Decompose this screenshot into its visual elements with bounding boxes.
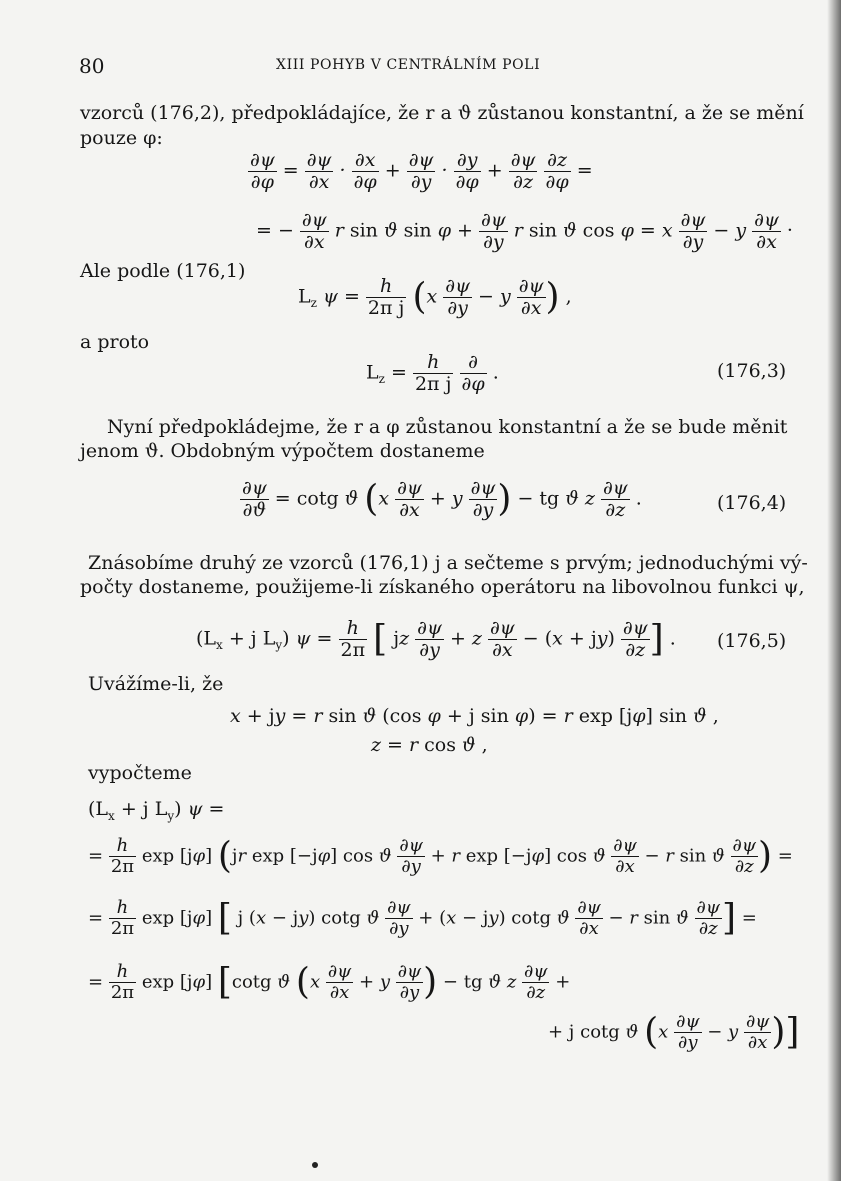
equation-expansion-line-4: + j cotg ϑ (x $\frac{\partial\psi}{\partial y}$ − y $\frac{\partial\psi}{\partial x}$ )] [548,1011,800,1053]
equation-expansion-line-1: = $\frac{h}{2\pi}$ exp [jφ] (jr exp [−jφ] cos ϑ $\frac{\partial\psi}{\partial y}$ + r exp [−jφ] cos ϑ $\frac{\partial\psi}{\partial x}$ − r sin ϑ $\frac{\partial\psi}{\partial z}$ ) = [88,835,793,877]
stray-dot-mark [312,1162,318,1168]
paragraph-3-line-2: počty dostaneme, použijeme-li získaného operátoru na libovolnou funkci ψ, [80,576,805,598]
equation-z-r-cos: z = r cos ϑ , [371,734,488,756]
equation-Lx-jLy-start: ($L_x + j$ $L_y$) ψ = [88,798,225,823]
equation-x-plus-jy: x + jy = r sin ϑ (cos φ + j sin φ) = r exp [jφ] sin ϑ , [230,705,719,727]
equation-expansion-line-2: = $\frac{h}{2\pi}$ exp [jφ] [ j (x − jy) cotg ϑ $\frac{\partial\psi}{\partial y}$ + (x − jy) cotg ϑ $\frac{\partial\psi}{\partial x}$ − r sin ϑ $\frac{\partial\psi}{\partial z}$ ] = [88,897,757,939]
equation-number-176-3: (176,3) [717,360,787,382]
equation-Lz-operator: $L_z$ = $\frac{h}{\text{2π j}}$ $\frac{\partial}{\partial\varphi}$ . [366,351,499,395]
page-number: 80 [79,54,105,78]
scan-edge-shadow [827,0,841,1181]
vypocteme-text: vypočteme [88,762,192,784]
paragraph-3-line-1: Znásobíme druhý ze vzorců (176,1) j a sečteme s prvým; jednoduchými vý- [88,552,808,574]
equation-number-176-5: (176,5) [717,630,787,652]
equation-Lx-jLy-psi: ($L_x + j$ $L_y$) ψ = $\frac{h}{2\pi}$ [ jz $\frac{\partial\psi}{\partial y}$ + z $\frac{\partial\psi}{\partial x}$ − (x + jy) $\frac{\partial\psi}{\partial z}$ ] . [196,617,676,661]
intro-line-1: vzorců (176,2), předpokládajíce, že r a ϑ zůstanou konstantní, a že se mění [80,102,804,124]
equation-number-176-4: (176,4) [717,492,787,514]
running-title: XIII POHYB V CENTRÁLNÍM POLI [276,57,541,73]
paragraph-2-line-1: Nyní předpokládejme, že r a φ zůstanou konstantní a že se bude měnit [107,416,788,438]
equation-dpsi-dphi-result: = − $\frac{\partial\psi}{\partial x}$ r sin ϑ sin φ + $\frac{\partial\psi}{\partial y}$ r sin ϑ cos φ = x $\frac{\partial\psi}{\partial y}$ − y $\frac{\partial\psi}{\partial x}$ · [256,209,793,253]
equation-dpsi-dtheta: $\frac{\partial\psi}{\partial ϑ}$ = cotg ϑ (x $\frac{\partial\psi}{\partial x}$ + y $\frac{\partial\psi}{\partial y}$ ) − tg ϑ z $\frac{\partial\psi}{\partial z}$ . [242,477,642,521]
equation-expansion-line-3: = $\frac{h}{2\pi}$ exp [jφ] [cotg ϑ (x $\frac{\partial\psi}{\partial x}$ + y $\frac{\partial\psi}{\partial y}$ ) − tg ϑ z $\frac{\partial\psi}{\partial z}$ + [88,961,571,1003]
equation-dpsi-dphi-chain: $\frac{\partial\psi}{\partial\varphi}$ = $\frac{\partial\psi}{\partial x}$ · $\frac{\partial x}{\partial\varphi}$ + $\frac{\partial\psi}{\partial y}$ · $\frac{\partial y}{\partial\varphi}$ + $\frac{\partial\psi}{\partial z}$ $\frac{\partial z}{\partial\varphi}$ = [250,149,593,193]
equation-Lz-psi: $L_z$ ψ = $\frac{h}{\text{2π j}}$ (x $\frac{\partial\psi}{\partial y}$ − y $\frac{\partial\psi}{\partial x}$ ) , [298,275,572,319]
ale-podle-text: Ale podle (176,1) [80,260,246,282]
uvazime-text: Uvážíme-li, že [88,673,224,695]
a-proto-text: a proto [80,331,150,353]
paragraph-2-line-2: jenom ϑ. Obdobným výpočtem dostaneme [80,440,485,462]
intro-line-2: pouze φ: [80,127,163,149]
